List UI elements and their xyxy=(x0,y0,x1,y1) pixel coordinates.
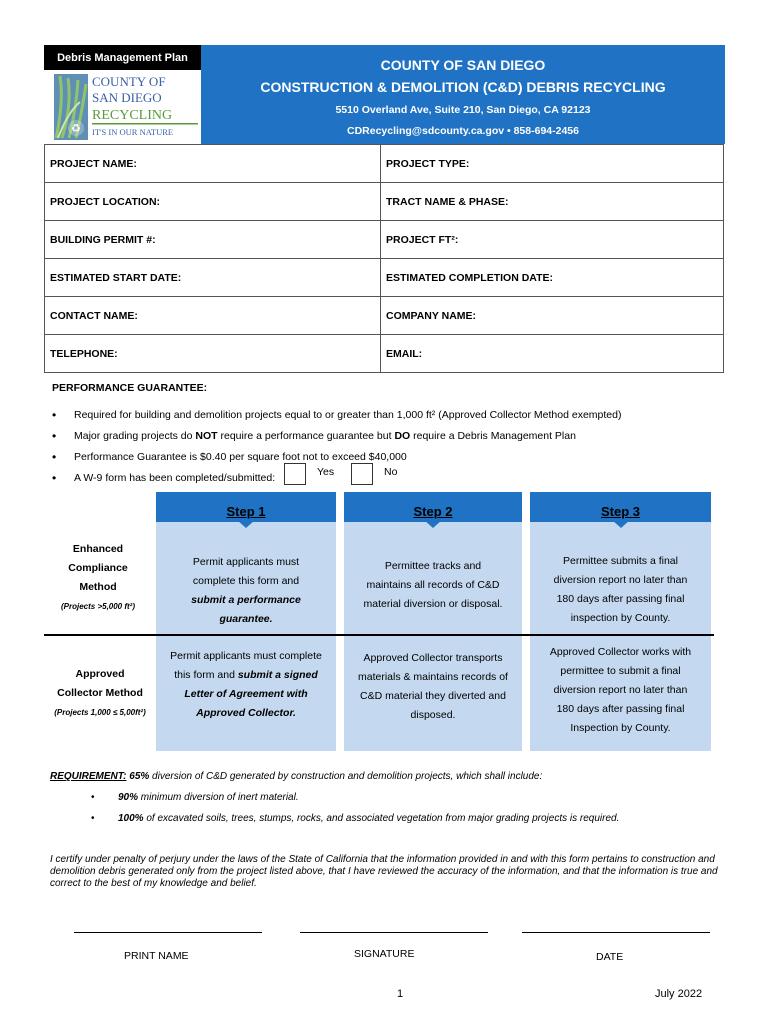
w9-label: A W-9 form has been completed/submitted: xyxy=(74,472,276,484)
date-line[interactable] xyxy=(522,932,710,934)
project-ft2-field[interactable]: PROJECT FT²: xyxy=(381,221,724,259)
approved-collector-label: Approved Collector Method (Projects 1,000 ≤ 5,00ft²) xyxy=(54,668,146,717)
step-2-enhanced-text: Permittee tracks and maintains all records of C&D material diversion or disposal. xyxy=(363,560,503,610)
email-field[interactable]: EMAIL: xyxy=(381,335,724,373)
print-name-line[interactable] xyxy=(74,932,262,934)
project-type-field[interactable]: PROJECT TYPE: xyxy=(381,145,724,183)
step-3-approved-text: Approved Collector works with permittee to submit a final diversion report no later than 180 days after passing final Inspection by County. xyxy=(549,646,692,734)
step-3-enhanced-text: Permittee submits a final diversion report no later than 180 days after passing final inspection by County. xyxy=(553,555,688,624)
header-title-1: COUNTY OF SAN DIEGO xyxy=(380,57,546,73)
form-tag: Debris Management Plan xyxy=(44,45,201,70)
print-name-label: PRINT NAME xyxy=(124,950,189,962)
w9-yes-checkbox[interactable] xyxy=(284,463,306,485)
bullet-w9 xyxy=(52,466,742,492)
w9-no-checkbox[interactable] xyxy=(351,463,373,485)
date-label: DATE xyxy=(596,951,624,963)
project-name-field[interactable]: PROJECT NAME: xyxy=(45,145,381,183)
county-recycling-logo xyxy=(54,72,201,142)
w9-no-label: No xyxy=(383,466,398,478)
enhanced-compliance-label: Enhanced Compliance Method (Projects >5,000 ft²) xyxy=(60,543,136,611)
completion-date-field[interactable]: ESTIMATED COMPLETION DATE: xyxy=(381,259,724,297)
signature-label: SIGNATURE xyxy=(354,948,415,960)
performance-guarantee-title: PERFORMANCE GUARANTEE: xyxy=(52,382,208,394)
row-divider xyxy=(44,634,714,636)
contact-name-field[interactable]: CONTACT NAME: xyxy=(45,297,381,335)
step-2-header: Step 2 xyxy=(413,504,453,519)
svg-text:♻: ♻ xyxy=(71,122,81,135)
bullet-grading: • Major grading projects do NOT require a performance guarantee but DO require a Debris Management Plan xyxy=(52,429,742,450)
performance-bullets xyxy=(52,408,742,492)
step-1-header: Step 1 xyxy=(226,504,266,519)
w9-yes-label: Yes xyxy=(317,466,335,478)
bullet-required: • Required for building and demolition projects equal to or greater than 1,000 ft² (Approved Collector Method exempted) xyxy=(52,408,742,429)
project-location-field[interactable]: PROJECT LOCATION: xyxy=(45,183,381,221)
building-permit-field[interactable]: BUILDING PERMIT #: xyxy=(45,221,381,259)
start-date-field[interactable]: ESTIMATED START DATE: xyxy=(45,259,381,297)
step-1-enhanced-text: Permit applicants must complete this form and submit a performance guarantee. xyxy=(191,556,301,625)
telephone-field[interactable]: TELEPHONE: xyxy=(45,335,381,373)
header-title-2: CONSTRUCTION & DEMOLITION (C&D) DEBRIS RECYCLING xyxy=(260,79,666,95)
header-banner xyxy=(201,45,725,144)
revision-date: July 2022 xyxy=(655,988,703,1000)
step-1-approved-text: Permit applicants must complete this form and submit a signed Letter of Agreement with Approved Collector. xyxy=(170,650,322,719)
bullet-guarantee-rate: • Performance Guarantee is $0.40 per square foot not to exceed $40,000 xyxy=(52,450,742,471)
step-3-header: Step 3 xyxy=(600,504,640,519)
header-contact: CDRecycling@sdcounty.ca.gov • 858-694-2456 xyxy=(347,125,579,137)
requirement-bullet-1: • 90% minimum diversion of inert material. xyxy=(96,792,299,803)
company-name-field[interactable]: COMPANY NAME: xyxy=(381,297,724,335)
signature-line[interactable] xyxy=(300,932,488,934)
requirement-bullet-2: • 100% of excavated soils, trees, stumps, rocks, and associated vegetation from major grading projects is required. xyxy=(96,813,619,824)
header-address: 5510 Overland Ave, Suite 210, San Diego, CA 92123 xyxy=(335,104,591,116)
requirement-text: REQUIREMENT: 65% diversion of C&D generated by construction and demolition projects, which shall include: xyxy=(50,771,543,782)
logo-line-3: RECYCLING xyxy=(92,108,173,123)
step-2-approved-text: Approved Collector transports materials & maintains records of C&D material they diverted and disposed. xyxy=(358,652,508,721)
logo-line-2: SAN DIEGO xyxy=(92,90,162,105)
page-number: 1 xyxy=(397,988,404,1000)
logo-line-4: IT'S IN OUR NATURE xyxy=(92,127,174,137)
project-info-table xyxy=(44,144,724,373)
logo-line-1: COUNTY OF xyxy=(92,74,166,89)
certification-statement: I certify under penalty of perjury under the laws of the State of California that the information provided in and with this form pertains to construction and demolition debris generated only from the project listed above, that I have reviewed the accuracy of the information, and that the information is true and correct to the best of my knowledge and belief. xyxy=(50,854,718,889)
tract-name-field[interactable]: TRACT NAME & PHASE: xyxy=(381,183,724,221)
